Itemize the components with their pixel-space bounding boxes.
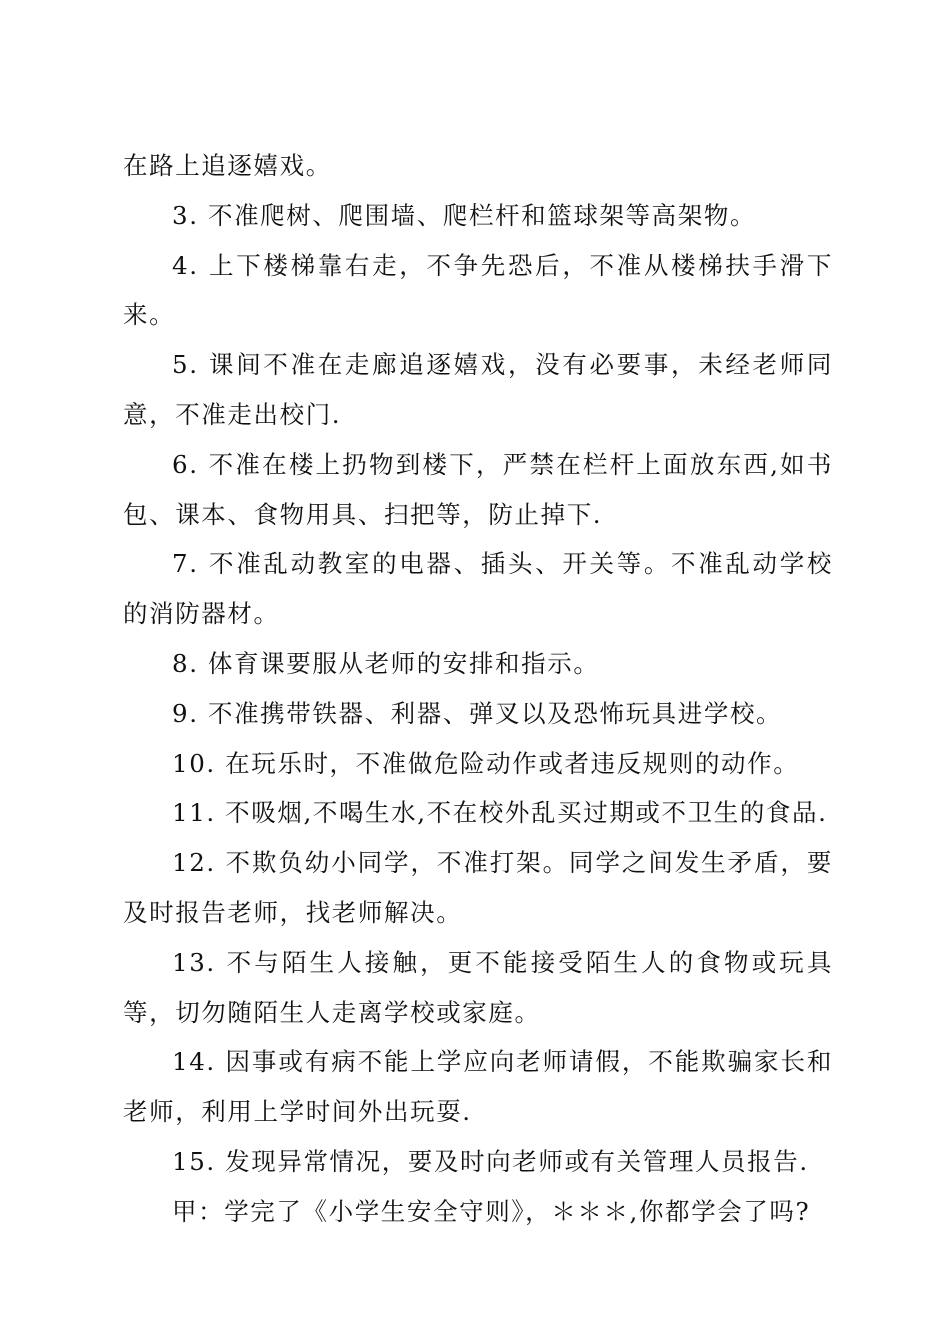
rule-10: 10. 在玩乐时，不准做危险动作或者违反规则的动作。	[172, 748, 800, 778]
dialogue-line: 甲：学完了《小学生安全守则》，＊＊＊,你都学会了吗?	[172, 1196, 811, 1226]
paragraph-continuation: 在路上追逐嬉戏。	[123, 151, 332, 180]
rule-8: 8. 体育课要服从老师的安排和指示。	[172, 648, 600, 678]
rule-13: 13. 不与陌生人接触，更不能接受陌生人的食物或玩具等，切勿随陌生人走离学校或家庭。	[123, 947, 833, 1027]
rule-14: 14. 因事或有病不能上学应向老师请假，不能欺骗家长和老师，利用上学时间外出玩耍.	[123, 1047, 833, 1127]
rule-5: 5. 课间不准在走廊追逐嬉戏，没有必要事，未经老师同意，不准走出校门.	[123, 350, 833, 429]
rule-9: 9. 不准携带铁器、利器、弹叉以及恐怖玩具进学校。	[172, 698, 783, 728]
rule-7: 7. 不准乱动教室的电器、插头、开关等。不准乱动学校的消防器材。	[123, 549, 833, 629]
rule-12: 12. 不欺负幼小同学，不准打架。同学之间发生矛盾，要及时报告老师，找老师解决。	[123, 848, 833, 927]
document-body	[123, 141, 833, 1237]
rule-15: 15. 发现异常情况，要及时向老师或有关管理人员报告.	[172, 1146, 809, 1176]
rule-6: 6. 不准在楼上扔物到楼下，严禁在栏杆上面放东西,如书包、课本、食物用具、扫把等，防止掉下.	[123, 449, 833, 529]
rule-3: 3. 不准爬树、爬围墙、爬栏杆和篮球架等高架物。	[172, 200, 757, 230]
rule-4: 4. 上下楼梯靠右走，不争先恐后，不准从楼梯扶手滑下来。	[123, 250, 833, 330]
rule-11: 11. 不吸烟,不喝生水,不在校外乱买过期或不卫生的食品.	[172, 798, 828, 828]
